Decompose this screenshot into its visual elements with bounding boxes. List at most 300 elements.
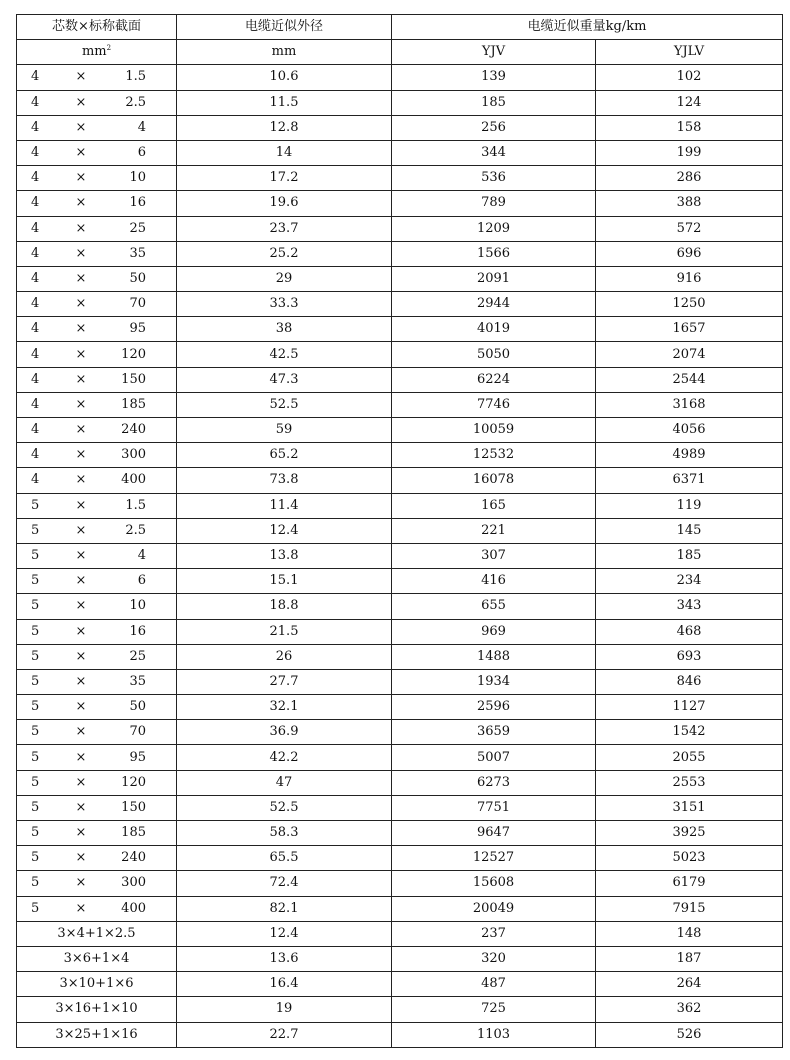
cross-section: 16 xyxy=(129,623,146,639)
table-row xyxy=(17,1022,783,1047)
times-sign: × xyxy=(75,673,87,689)
table-row xyxy=(17,594,783,619)
weight-yjv: 139 xyxy=(392,65,596,90)
header-spec-title: 芯数×标称截面 xyxy=(17,15,177,40)
cross-section: 35 xyxy=(129,245,146,261)
weight-yjv: 1934 xyxy=(392,669,596,694)
cores-count: 4 xyxy=(31,119,40,135)
cross-section: 2.5 xyxy=(125,522,146,538)
weight-yjlv: 388 xyxy=(596,191,783,216)
weight-yjv: 16078 xyxy=(392,468,596,493)
outer-diameter: 65.5 xyxy=(177,846,392,871)
weight-yjlv: 199 xyxy=(596,140,783,165)
combo-spec: 3×4+1×2.5 xyxy=(17,921,177,946)
spec-cell xyxy=(17,644,177,669)
weight-yjv: 1488 xyxy=(392,644,596,669)
times-sign: × xyxy=(75,699,87,715)
weight-yjv: 2596 xyxy=(392,695,596,720)
cross-section: 400 xyxy=(121,900,146,916)
header-weight-title: 电缆近似重量kg/km xyxy=(392,15,783,40)
weight-yjv: 344 xyxy=(392,140,596,165)
cores-count: 5 xyxy=(31,548,40,564)
outer-diameter: 22.7 xyxy=(177,1022,392,1047)
weight-yjv: 185 xyxy=(392,90,596,115)
weight-yjlv: 6371 xyxy=(596,468,783,493)
spec-cell xyxy=(17,669,177,694)
spec-cell xyxy=(17,695,177,720)
cores-count: 5 xyxy=(31,699,40,715)
times-sign: × xyxy=(75,598,87,614)
table-row xyxy=(17,266,783,291)
cores-count: 5 xyxy=(31,648,40,664)
outer-diameter: 12.4 xyxy=(177,921,392,946)
weight-yjlv: 846 xyxy=(596,669,783,694)
combo-spec: 3×25+1×16 xyxy=(17,1022,177,1047)
outer-diameter: 36.9 xyxy=(177,720,392,745)
cross-section: 300 xyxy=(121,447,146,463)
header-spec-unit xyxy=(17,40,177,65)
times-sign: × xyxy=(75,119,87,135)
weight-yjlv: 286 xyxy=(596,166,783,191)
outer-diameter: 25.2 xyxy=(177,241,392,266)
times-sign: × xyxy=(75,296,87,312)
table-row xyxy=(17,997,783,1022)
weight-yjlv: 693 xyxy=(596,644,783,669)
outer-diameter: 17.2 xyxy=(177,166,392,191)
outer-diameter: 12.4 xyxy=(177,518,392,543)
weight-yjlv: 1657 xyxy=(596,317,783,342)
cross-section: 185 xyxy=(121,825,146,841)
header-yjv: YJV xyxy=(392,40,596,65)
table-row xyxy=(17,921,783,946)
spec-cell xyxy=(17,871,177,896)
cores-count: 5 xyxy=(31,749,40,765)
cross-section: 10 xyxy=(129,598,146,614)
spec-cell xyxy=(17,518,177,543)
times-sign: × xyxy=(75,195,87,211)
weight-yjlv: 2055 xyxy=(596,745,783,770)
weight-yjv: 221 xyxy=(392,518,596,543)
weight-yjlv: 2553 xyxy=(596,770,783,795)
table-header xyxy=(17,15,783,65)
outer-diameter: 11.4 xyxy=(177,493,392,518)
table-row xyxy=(17,821,783,846)
weight-yjlv: 148 xyxy=(596,921,783,946)
table-row xyxy=(17,241,783,266)
table-row xyxy=(17,443,783,468)
spec-cell xyxy=(17,317,177,342)
spec-cell xyxy=(17,896,177,921)
outer-diameter: 13.8 xyxy=(177,543,392,568)
weight-yjlv: 124 xyxy=(596,90,783,115)
table-row xyxy=(17,770,783,795)
weight-yjlv: 1542 xyxy=(596,720,783,745)
spec-unit-sup: 2 xyxy=(106,44,112,53)
weight-yjlv: 526 xyxy=(596,1022,783,1047)
times-sign: × xyxy=(75,900,87,916)
cores-count: 5 xyxy=(31,623,40,639)
weight-yjv: 3659 xyxy=(392,720,596,745)
cable-spec-table xyxy=(16,14,783,1048)
weight-yjv: 6273 xyxy=(392,770,596,795)
spec-cell xyxy=(17,392,177,417)
times-sign: × xyxy=(75,875,87,891)
weight-yjlv: 696 xyxy=(596,241,783,266)
outer-diameter: 38 xyxy=(177,317,392,342)
cores-count: 4 xyxy=(31,371,40,387)
cores-count: 5 xyxy=(31,850,40,866)
outer-diameter: 26 xyxy=(177,644,392,669)
table-row xyxy=(17,569,783,594)
cross-section: 35 xyxy=(129,673,146,689)
times-sign: × xyxy=(75,472,87,488)
table-row xyxy=(17,644,783,669)
times-sign: × xyxy=(75,245,87,261)
spec-cell xyxy=(17,342,177,367)
table-row xyxy=(17,795,783,820)
table-row xyxy=(17,418,783,443)
weight-yjlv: 158 xyxy=(596,115,783,140)
weight-yjlv: 187 xyxy=(596,946,783,971)
times-sign: × xyxy=(75,724,87,740)
table-row xyxy=(17,216,783,241)
cross-section: 50 xyxy=(129,699,146,715)
table-row xyxy=(17,720,783,745)
times-sign: × xyxy=(75,825,87,841)
weight-yjv: 307 xyxy=(392,543,596,568)
cores-count: 4 xyxy=(31,472,40,488)
cross-section: 300 xyxy=(121,875,146,891)
table-row xyxy=(17,518,783,543)
times-sign: × xyxy=(75,648,87,664)
cores-count: 4 xyxy=(31,321,40,337)
spec-cell xyxy=(17,795,177,820)
spec-unit-text: mm xyxy=(81,44,107,60)
cross-section: 95 xyxy=(129,749,146,765)
times-sign: × xyxy=(75,850,87,866)
weight-yjv: 15608 xyxy=(392,871,596,896)
weight-yjv: 969 xyxy=(392,619,596,644)
weight-yjv: 789 xyxy=(392,191,596,216)
cross-section: 150 xyxy=(121,371,146,387)
spec-cell xyxy=(17,115,177,140)
cores-count: 4 xyxy=(31,69,40,85)
cores-count: 5 xyxy=(31,497,40,513)
outer-diameter: 47 xyxy=(177,770,392,795)
cross-section: 6 xyxy=(137,573,146,589)
table-row xyxy=(17,896,783,921)
header-od-title: 电缆近似外径 xyxy=(177,15,392,40)
spec-cell xyxy=(17,90,177,115)
outer-diameter: 72.4 xyxy=(177,871,392,896)
times-sign: × xyxy=(75,799,87,815)
outer-diameter: 13.6 xyxy=(177,946,392,971)
weight-yjlv: 1127 xyxy=(596,695,783,720)
weight-yjlv: 264 xyxy=(596,972,783,997)
spec-cell xyxy=(17,216,177,241)
cross-section: 50 xyxy=(129,270,146,286)
outer-diameter: 29 xyxy=(177,266,392,291)
outer-diameter: 58.3 xyxy=(177,821,392,846)
cores-count: 5 xyxy=(31,774,40,790)
weight-yjlv: 362 xyxy=(596,997,783,1022)
weight-yjlv: 234 xyxy=(596,569,783,594)
times-sign: × xyxy=(75,69,87,85)
weight-yjlv: 6179 xyxy=(596,871,783,896)
spec-cell xyxy=(17,191,177,216)
cores-count: 5 xyxy=(31,825,40,841)
table-row xyxy=(17,140,783,165)
spec-cell xyxy=(17,468,177,493)
times-sign: × xyxy=(75,145,87,161)
weight-yjv: 655 xyxy=(392,594,596,619)
times-sign: × xyxy=(75,774,87,790)
cores-count: 5 xyxy=(31,875,40,891)
times-sign: × xyxy=(75,396,87,412)
cross-section: 4 xyxy=(137,548,146,564)
cross-section: 25 xyxy=(129,220,146,236)
outer-diameter: 59 xyxy=(177,418,392,443)
weight-yjv: 9647 xyxy=(392,821,596,846)
spec-cell xyxy=(17,619,177,644)
outer-diameter: 10.6 xyxy=(177,65,392,90)
table-row xyxy=(17,972,783,997)
outer-diameter: 82.1 xyxy=(177,896,392,921)
spec-cell xyxy=(17,770,177,795)
outer-diameter: 47.3 xyxy=(177,367,392,392)
table-row xyxy=(17,695,783,720)
weight-yjlv: 1250 xyxy=(596,292,783,317)
outer-diameter: 52.5 xyxy=(177,795,392,820)
table-row xyxy=(17,871,783,896)
weight-yjv: 256 xyxy=(392,115,596,140)
weight-yjv: 487 xyxy=(392,972,596,997)
weight-yjv: 2091 xyxy=(392,266,596,291)
cross-section: 1.5 xyxy=(125,69,146,85)
cross-section: 70 xyxy=(129,296,146,312)
weight-yjlv: 468 xyxy=(596,619,783,644)
weight-yjlv: 916 xyxy=(596,266,783,291)
times-sign: × xyxy=(75,749,87,765)
table-row xyxy=(17,846,783,871)
weight-yjlv: 572 xyxy=(596,216,783,241)
weight-yjlv: 2544 xyxy=(596,367,783,392)
cores-count: 4 xyxy=(31,396,40,412)
weight-yjv: 4019 xyxy=(392,317,596,342)
times-sign: × xyxy=(75,321,87,337)
cross-section: 240 xyxy=(121,422,146,438)
table-row xyxy=(17,367,783,392)
outer-diameter: 19 xyxy=(177,997,392,1022)
cores-count: 5 xyxy=(31,673,40,689)
weight-yjlv: 2074 xyxy=(596,342,783,367)
cross-section: 1.5 xyxy=(125,497,146,513)
cores-count: 4 xyxy=(31,422,40,438)
cores-count: 4 xyxy=(31,245,40,261)
outer-diameter: 23.7 xyxy=(177,216,392,241)
spec-cell xyxy=(17,821,177,846)
weight-yjv: 20049 xyxy=(392,896,596,921)
header-od-unit: mm xyxy=(177,40,392,65)
table-row xyxy=(17,392,783,417)
times-sign: × xyxy=(75,522,87,538)
weight-yjv: 165 xyxy=(392,493,596,518)
outer-diameter: 32.1 xyxy=(177,695,392,720)
outer-diameter: 12.8 xyxy=(177,115,392,140)
weight-yjlv: 4056 xyxy=(596,418,783,443)
cross-section: 25 xyxy=(129,648,146,664)
weight-yjlv: 343 xyxy=(596,594,783,619)
combo-spec: 3×6+1×4 xyxy=(17,946,177,971)
spec-cell xyxy=(17,241,177,266)
times-sign: × xyxy=(75,573,87,589)
outer-diameter: 33.3 xyxy=(177,292,392,317)
weight-yjv: 12532 xyxy=(392,443,596,468)
weight-yjv: 725 xyxy=(392,997,596,1022)
cross-section: 10 xyxy=(129,170,146,186)
outer-diameter: 42.5 xyxy=(177,342,392,367)
spec-cell xyxy=(17,543,177,568)
times-sign: × xyxy=(75,548,87,564)
weight-yjv: 536 xyxy=(392,166,596,191)
spec-cell xyxy=(17,569,177,594)
spec-cell xyxy=(17,846,177,871)
table-body xyxy=(17,65,783,1047)
spec-cell xyxy=(17,745,177,770)
table-row xyxy=(17,317,783,342)
cores-count: 4 xyxy=(31,195,40,211)
outer-diameter: 11.5 xyxy=(177,90,392,115)
weight-yjlv: 102 xyxy=(596,65,783,90)
weight-yjv: 12527 xyxy=(392,846,596,871)
table-row xyxy=(17,90,783,115)
cross-section: 95 xyxy=(129,321,146,337)
table-row xyxy=(17,115,783,140)
weight-yjlv: 5023 xyxy=(596,846,783,871)
cores-count: 4 xyxy=(31,346,40,362)
cores-count: 5 xyxy=(31,799,40,815)
cross-section: 2.5 xyxy=(125,94,146,110)
spec-cell xyxy=(17,594,177,619)
spec-cell xyxy=(17,720,177,745)
times-sign: × xyxy=(75,371,87,387)
weight-yjv: 416 xyxy=(392,569,596,594)
table-row xyxy=(17,65,783,90)
cross-section: 120 xyxy=(121,346,146,362)
weight-yjlv: 3168 xyxy=(596,392,783,417)
table-row xyxy=(17,745,783,770)
times-sign: × xyxy=(75,623,87,639)
spec-cell xyxy=(17,292,177,317)
header-yjlv: YJLV xyxy=(596,40,783,65)
weight-yjlv: 185 xyxy=(596,543,783,568)
outer-diameter: 15.1 xyxy=(177,569,392,594)
spec-cell xyxy=(17,493,177,518)
table-row xyxy=(17,493,783,518)
cores-count: 4 xyxy=(31,296,40,312)
spec-cell xyxy=(17,418,177,443)
outer-diameter: 42.2 xyxy=(177,745,392,770)
combo-spec: 3×10+1×6 xyxy=(17,972,177,997)
cross-section: 240 xyxy=(121,850,146,866)
cross-section: 4 xyxy=(137,119,146,135)
weight-yjv: 5007 xyxy=(392,745,596,770)
cores-count: 4 xyxy=(31,170,40,186)
spec-cell xyxy=(17,140,177,165)
weight-yjv: 1209 xyxy=(392,216,596,241)
spec-cell xyxy=(17,166,177,191)
cores-count: 4 xyxy=(31,145,40,161)
times-sign: × xyxy=(75,346,87,362)
table-row xyxy=(17,543,783,568)
weight-yjlv: 4989 xyxy=(596,443,783,468)
weight-yjv: 5050 xyxy=(392,342,596,367)
outer-diameter: 19.6 xyxy=(177,191,392,216)
cross-section: 185 xyxy=(121,396,146,412)
cores-count: 5 xyxy=(31,900,40,916)
cross-section: 400 xyxy=(121,472,146,488)
outer-diameter: 65.2 xyxy=(177,443,392,468)
outer-diameter: 27.7 xyxy=(177,669,392,694)
outer-diameter: 21.5 xyxy=(177,619,392,644)
outer-diameter: 18.8 xyxy=(177,594,392,619)
spec-cell xyxy=(17,443,177,468)
times-sign: × xyxy=(75,170,87,186)
table-row xyxy=(17,342,783,367)
weight-yjv: 7746 xyxy=(392,392,596,417)
spec-cell xyxy=(17,266,177,291)
weight-yjv: 1103 xyxy=(392,1022,596,1047)
cores-count: 5 xyxy=(31,522,40,538)
outer-diameter: 73.8 xyxy=(177,468,392,493)
times-sign: × xyxy=(75,270,87,286)
table-row xyxy=(17,946,783,971)
table-row xyxy=(17,619,783,644)
cross-section: 120 xyxy=(121,774,146,790)
weight-yjv: 10059 xyxy=(392,418,596,443)
outer-diameter: 16.4 xyxy=(177,972,392,997)
weight-yjlv: 119 xyxy=(596,493,783,518)
outer-diameter: 14 xyxy=(177,140,392,165)
table-row xyxy=(17,292,783,317)
table-row xyxy=(17,191,783,216)
weight-yjv: 237 xyxy=(392,921,596,946)
cores-count: 4 xyxy=(31,220,40,236)
times-sign: × xyxy=(75,220,87,236)
weight-yjv: 2944 xyxy=(392,292,596,317)
outer-diameter: 52.5 xyxy=(177,392,392,417)
cores-count: 5 xyxy=(31,573,40,589)
times-sign: × xyxy=(75,94,87,110)
times-sign: × xyxy=(75,497,87,513)
spec-cell xyxy=(17,65,177,90)
times-sign: × xyxy=(75,447,87,463)
weight-yjlv: 3151 xyxy=(596,795,783,820)
weight-yjlv: 145 xyxy=(596,518,783,543)
cores-count: 4 xyxy=(31,94,40,110)
cross-section: 6 xyxy=(137,145,146,161)
cross-section: 16 xyxy=(129,195,146,211)
spec-cell xyxy=(17,367,177,392)
cores-count: 5 xyxy=(31,724,40,740)
cores-count: 5 xyxy=(31,598,40,614)
weight-yjv: 320 xyxy=(392,946,596,971)
cross-section: 150 xyxy=(121,799,146,815)
weight-yjlv: 3925 xyxy=(596,821,783,846)
weight-yjv: 1566 xyxy=(392,241,596,266)
combo-spec: 3×16+1×10 xyxy=(17,997,177,1022)
weight-yjv: 6224 xyxy=(392,367,596,392)
